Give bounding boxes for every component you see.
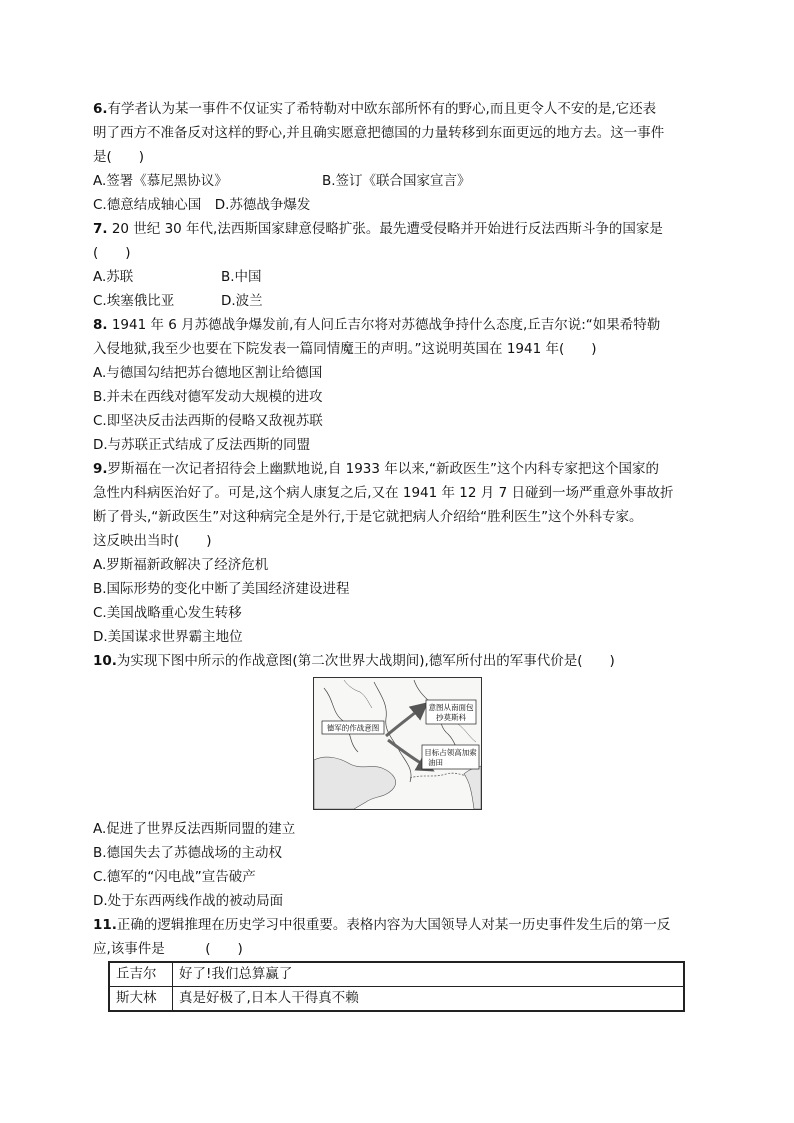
question-number: 9. — [93, 461, 108, 477]
q10-option-a[interactable]: A.促进了世界反法西斯同盟的建立 — [93, 821, 296, 837]
question-9-line4: 这反映出当时( ) — [93, 533, 212, 549]
q7-option-a[interactable]: A.苏联 — [93, 269, 134, 285]
question-number: 10. — [93, 653, 117, 669]
table-row — [109, 962, 684, 987]
leader-name: 斯大林 — [109, 987, 173, 1012]
q7-option-d[interactable]: D.波兰 — [221, 293, 263, 309]
q10-option-d[interactable]: D.处于东西两线作战的被动局面 — [93, 893, 284, 909]
q8-option-b[interactable]: B.并未在西线对德军发动大规模的进攻 — [93, 389, 323, 405]
leader-name: 丘吉尔 — [109, 962, 173, 987]
q10-option-c[interactable]: C.德军的“闪电战”宣告破产 — [93, 869, 256, 885]
question-11-line1: 11.正确的逻辑推理在历史学习中很重要。表格内容为大国领导人对某一历史事件发生后的第一反 — [93, 917, 671, 933]
q8-option-d[interactable]: D.与苏联正式结成了反法西斯的同盟 — [93, 437, 311, 453]
map-label-moscow-2: 抄莫斯科 — [436, 713, 466, 722]
q8-option-c[interactable]: C.即坚决反击法西斯的侵略又敌视苏联 — [93, 413, 323, 429]
battle-map-figure — [313, 677, 482, 810]
question-9-line2: 急性内科病医治好了。可是,这个病人康复之后,又在 1941 年 12 月 7 日碰到一场严重意外事故折 — [93, 485, 674, 501]
q8-option-a[interactable]: A.与德国勾结把苏台德地区割让给德国 — [93, 365, 323, 381]
question-number: 7. — [93, 221, 108, 237]
q7-option-c[interactable]: C.埃塞俄比亚 — [93, 293, 175, 309]
question-8-line2: 入侵地狱,我至少也要在下院发表一篇同情魔王的声明。”这说明英国在 1941 年( ) — [93, 341, 597, 357]
q10-option-b[interactable]: B.德国失去了苏德战场的主动权 — [93, 845, 283, 861]
question-6-line3: 是( ) — [93, 149, 145, 165]
question-7-line2: ( ) — [93, 245, 131, 261]
question-9-line1: 9.罗斯福在一次记者招待会上幽默地说,自 1933 年以来,“新政医生”这个内科专家把这个国家的 — [93, 461, 660, 477]
question-number: 8. — [93, 317, 108, 333]
question-6-line2: 明了西方不准备反对这样的野心,并且确实愿意把德国的力量转移到东面更远的地方去。这一事件 — [93, 125, 665, 141]
question-6-line1: 6.有学者认为某一事件不仅证实了希特勒对中欧东部所怀有的野心,而且更令人不安的是,它还表 — [93, 101, 657, 117]
q9-option-c[interactable]: C.美国战略重心发生转移 — [93, 605, 242, 621]
table-row — [109, 987, 684, 1012]
battle-map — [314, 678, 481, 809]
question-number: 11. — [93, 917, 117, 933]
q9-option-b[interactable]: B.国际形势的变化中断了美国经济建设进程 — [93, 581, 350, 597]
leader-quote: 好了!我们总算赢了 — [173, 962, 685, 987]
map-label-caucasus-2: 油田 — [428, 758, 443, 767]
question-10-line1: 10.为实现下图中所示的作战意图(第二次世界大战期间),德军所付出的军事代价是( ) — [93, 653, 615, 669]
leader-quote: 真是好极了,日本人干得真不赖 — [173, 987, 685, 1012]
map-label-caucasus-1: 目标占领高加索 — [424, 748, 477, 757]
question-11-line2: 应,该事件是 ( ) — [93, 941, 243, 957]
q6-option-c-d[interactable]: C.德意结成轴心国 D.苏德战争爆发 — [93, 197, 311, 213]
map-label-intent: 德军的作战意图 — [326, 723, 380, 733]
q6-option-b[interactable]: B.签订《联合国家宣言》 — [322, 173, 471, 189]
q9-option-d[interactable]: D.美国谋求世界霸主地位 — [93, 629, 243, 645]
q6-option-a[interactable]: A.签署《慕尼黑协议》 — [93, 173, 228, 189]
question-8-line1: 8. 1941 年 6 月苏德战争爆发前,有人问丘吉尔将对苏德战争持什么态度,丘吉尔说:“如果希特勒 — [93, 317, 661, 333]
reaction-table — [108, 961, 685, 1012]
q7-option-b[interactable]: B.中国 — [221, 269, 262, 285]
question-7-line1: 7. 20 世纪 30 年代,法西斯国家肆意侵略扩张。最先遭受侵略并开始进行反法西斯斗争的国家是 — [93, 221, 663, 237]
question-number: 6. — [93, 101, 108, 117]
q9-option-a[interactable]: A.罗斯福新政解决了经济危机 — [93, 557, 269, 573]
map-label-moscow-1: 意图从南面包 — [428, 703, 474, 712]
question-9-line3: 断了骨头,“新政医生”对这种病完全是外行,于是它就把病人介绍给“胜利医生”这个外科专家。 — [93, 509, 643, 525]
